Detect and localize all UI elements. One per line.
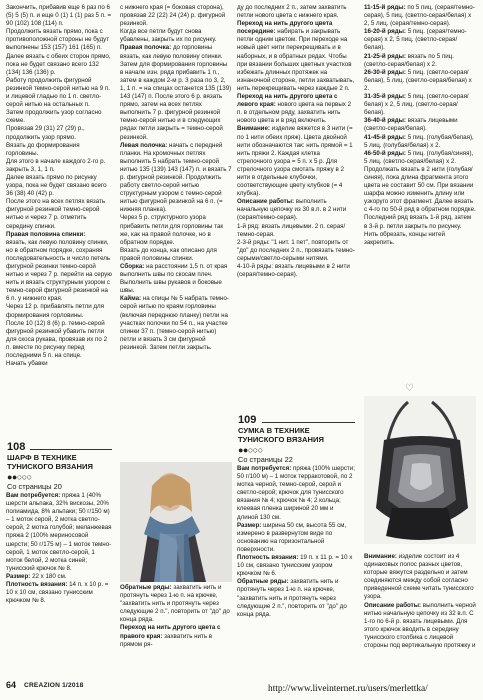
paragraph: 1-й ряд: вязать лицевыми. 2 п. серая/темно-серая. <box>237 222 346 238</box>
paragraph: до горловины вязать, как левую половину спинки. Затем для формирования горловины в начале изн. ряда прибавить 1 п., затем в каждом 2-м р. 3 раза по 3, 2, 1, 1 п. = на спицах останется 135 (139) 143 (147) п. После этого 6 р. вязать прямо, затем на всех петлях выполнить 7 р. фигурной резинкой темно-серой нитью и в следующих рядах петли закрыть = темно-серой резинкой. <box>120 44 232 141</box>
paragraph: Через 5 р. структурного узора прибавить петли для горловины так же, как на правой полочке, но в обратном порядке. <box>120 214 224 246</box>
row-instruction: 46-50-й ряды: 5 пиц. (голубая/синяя), 5 лиц. (светло-серая/белая) х 2. <box>364 149 474 165</box>
paragraph: Провязав 29 (31) 27 (29) р., продолжить узор прямо. <box>6 125 85 141</box>
paragraph: начать с передней планки. На кромочных петлях выполнить 5 набрать темно-серой нитью 135 (139) 143 (147) п. и вязать 7 р. фигурной резинкой. Продолжить работу светло-серой нитью структурным узором с темно-серой нитью фигурной резинкой на 6 п. (= нижняя планка). <box>120 141 232 214</box>
section-heading: Переход на нить другого цвета с левого края: <box>237 93 338 109</box>
row-instruction: 36-40-й ряды: вязать лицевыми (светло-серая/белая). <box>364 117 458 133</box>
row-instruction: 31-35-й ряды: 5 пиц. (светло-серая/белая) х 2, 5 лиц. (светло-серая/белая). <box>364 93 469 117</box>
paragraph: набирать и закрывать петли одним цветом. При переходе на новый цвет нити перекрещивать и в наборных, и в обратных рядах. Чтобы при вязании больших цветных участков избежать длинных протяжек на изнаночной стороне, петли захватывать, нить перекрещивать через каждые 2 п. <box>237 28 355 92</box>
text-column-2 <box>120 4 232 460</box>
page-reference: Со страницы 20 <box>7 482 62 491</box>
row-instruction: 41-45-й ряды: 5 пиц. (голубая/белая), 5 лиц. (голубая/белая) х 2. <box>364 133 474 149</box>
paragraph: выполнить начальную цепочку из 30 в.п. в 2 нити (серая/темно-серая). <box>237 198 347 222</box>
paragraph: изделие вяжется в 3 нити (= по 1 нити обеих пряж). Цвета двойной нити обозначаются так: нить прямой = 1 нить пряжи 2. Каждая клетка стрелочного узора = 5 п. х 5 р. Для стрелочного узора смотать пряжу в 2 нити в отдельные клубочки, соответствующие цвету клубков (= 4 клубка). <box>237 125 353 198</box>
heart-icon: ♡ <box>405 383 414 394</box>
paragraph: После этого на всех петлях вязать фигурной резинкой темно-серой нитью и через 7 р. отметить середину спинки. <box>6 198 106 230</box>
paragraph: с нижнего края (= боковая сторона), провязав 22 (22) 24 (24) р. фигурной резинкой. <box>120 4 226 28</box>
bag-photo <box>364 396 476 544</box>
scarf-photo <box>120 462 232 582</box>
section-heading: Описание работы: <box>237 198 295 206</box>
article-title: СУМКА В ТЕХНИКЕ ТУНИСКОГО ВЯЗАНИЯ <box>238 426 324 445</box>
paragraph: Начать убавки <box>6 360 48 368</box>
row-instruction: 11-15-й ряды: по 5 пиц. (серая/темно-серая), 5 пиц. (светло-серая/белая) х 2, 5 лиц. (серая/темно-серая). <box>364 4 475 28</box>
paragraph: ду до последних 2 п., затем захватить петли нового цвета с нижнего края. <box>237 4 347 20</box>
section-heading: Правая половина спинки: <box>6 230 86 238</box>
paragraph: После 10 (12) 8 (6) р. темно-серой фигурной резинкой убавить петли для скоса рукава, провязав их по 2 п. вместе по рисунку перед последними 5 п. на спице. <box>6 319 108 360</box>
paragraph: 2-3-й ряды: "1 нит. 1 пет", повторить от "до" до последних 2 п., провязать темно-серыми/светло-серыми нитями. <box>237 238 355 262</box>
paragraph: Далее вязать прямо по рисунку узора, пока не будет связано всего 36 (38) 40 (42) р. <box>6 173 107 198</box>
article-title: ШАРФ В ТЕХНИКЕ ТУНИСКОГО ВЯЗАНИЯ <box>7 453 93 472</box>
paragraph: Закончить, прибавив еще 6 раз по 6 (5) 5 (5) п. и еще 0 (1) 1 (1) раз 5 п. = 90 (102) 108 (114) п. <box>6 4 112 28</box>
article-108-materials: Вам потребуется: пряжа 1 (40% шерсти альпака, 32% вискозы, 20% полиамида, 8% альпаки; 50 г/150 м) – 1 моток серой, 2 мотка светло-серой, 2 мотка голубой; меланжевая пряжа 2 (100% мериносовой шерсти; 50 г/175 м) – 1 моток темно-серой, 1 моток светло-серой, 1 моток белой, 2 мотка синей; тунисский крючок № 8. Размер: 22 х 180 см. Плотность вязания: 14 п. х 10 р. = 10 х 10 см, связано тунисским крючком № 8. <box>6 492 112 605</box>
paragraph: Продолжить вязать прямо, пока с противоположной стороны не будут выполнены 153 (157) 161 (165) п. <box>6 28 110 52</box>
paragraph: Работу продолжить фигурной резинкой темно-серой нитью на 9 п. и лицевой гладью по 1 п. светло-серой нитью на остальных п. <box>6 76 110 109</box>
section-heading: Сборка: <box>120 263 145 270</box>
paragraph: Когда все петли будут снова убавлены, закрыть их по рисунку. <box>120 28 217 44</box>
row-instruction: 16-20-й ряды: 5 пиц. (серая/темно-серая) х 2, 5 пиц. (светло-серая/белая). <box>364 28 467 52</box>
source-url[interactable]: http://www.liveinternet.ru/users/merlettka/ <box>268 684 428 694</box>
page-reference: Со страницы 22 <box>238 455 293 464</box>
paragraph: Вязать до конца, как описано для правой половины спинки. <box>120 246 217 262</box>
article-number: 109 <box>238 414 257 426</box>
section-heading: Переход на нить другого цвета посередине: <box>237 20 333 36</box>
section-heading: Кайма: <box>120 295 142 303</box>
paragraph: Продолжать вязать в 2 нити (голубая/синяя), пока длина фрагмента этого цвета не составит 50 см. При вязании шарфа можно изменить длину или узкоруго этот фрагмент. Далее вязать с 4-го по 50-й ряд в обратном порядке. Последний ряд вязать 1-й ряд, затем в 3-й р. петли закрыть по рисунку. Нить обрезать, концы нитей закрепить. <box>364 165 476 246</box>
paragraph: нового цвета на первых 2 п. в отдельном ряду, захватить нить нового цвета и в ряд включить. <box>237 101 352 125</box>
row-instruction: 26-30-й ряды: 5 пиц. (светло-серая/белая), 5 лиц. (светло-серая/белая) х 2. <box>364 68 472 92</box>
article-108-instructions: Обратные ряды: захватить нить и протянуть через 1-ю п. на крючке, "захватить нить и протянуть через следующие 2 п.", повторить от "до" до конца ряда. Переход на нить другого цвета с правого края: захватить нить в прямом ря- <box>120 584 230 648</box>
difficulty-rating: ●●○○○ <box>238 445 263 455</box>
divider <box>30 449 112 450</box>
paragraph: Далее вязать с обеих сторон прямо, пока не будет связано всего 132 (134) 136 (136) р. <box>6 52 111 76</box>
paragraph: вязать, как левую половину спинки, но в обратном порядке, сохраняя последовательность и число петель фигурной резинки темно-серой нитью и через 7 р. перейти на серую нить и вязать структурным узором с темно-серой фигурной резинкой на 6 п. у нижнего края. <box>6 238 112 303</box>
magazine-name: CREAZION 1/2018 <box>24 682 84 689</box>
difficulty-rating: ●●○○○ <box>7 472 32 482</box>
section-heading: Правая полочка: <box>120 44 172 52</box>
paragraph: Затем продолжить узор согласно схеме. <box>6 109 102 125</box>
section-heading: Левая полочка: <box>120 141 168 149</box>
article-number: 108 <box>7 441 26 453</box>
divider <box>262 422 355 423</box>
article-109-materials: Вам потребуется: пряжа (100% шерсти; 50 г/100 м) – 1 моток терракотовой, по 2 мотка черной, темно-серой, серой и светло-серой; крючок для тунисского вязания № 4; крючок № 4; 2 кольца; клеевая пленка шириной 20 мм и длиной 130 см. Размер: ширина 50 см, высота 55 см, измерено в развернутом виде по основанию на горизонтальной поверхности. Плотность вязания: 19 п. х 11 р. = 10 х 10 см, связано тунисским узором крючком № 6. Обратные ряды: захватить нить и протянуть через 1-ю п. на крючке, "захватить нить и протянуть через следующие 2 п.", повторить от "до" до конца ряда. <box>237 465 355 618</box>
paragraph: 4-10-й ряды: вязать лицевыми в 2 нити (серая/темно-серая). <box>237 263 350 279</box>
paragraph: Для этого в начале каждого 2-го р. закрыть 3, 1, 1 п. <box>6 157 106 173</box>
paragraph: на расстоянии 1,5 п. от края выполнить швы по скосам плеч. Выполнить швы рукавов и боковые швы. <box>120 263 228 295</box>
paragraph: Через 12 р. прибавлять петли для формирования горловины. <box>6 303 104 319</box>
text-column-3 <box>237 4 355 324</box>
text-column-4 <box>364 4 476 396</box>
page-number: 64 <box>6 680 17 690</box>
paragraph: Вязать до формирования горловины. <box>6 141 80 157</box>
section-heading: Внимание: <box>237 125 270 133</box>
row-instruction: 21-25-й ряды: вязать по 5 пиц. (светло-серая/белая) х 2. <box>364 52 454 68</box>
paragraph: на спицы № 5 набрать темно-серой нитью по краям горловины (включая переднюю планку) петли на участках полочки по 54 п., на участке спинки 37 п. (темно-серой нитью) петли и вязать 3 см фигурной резинкой. Затем петли закрыть. <box>120 295 229 351</box>
text-column-1 <box>6 4 112 434</box>
article-109-instructions: Внимание: изделие состоит из 4 одинаковых полос разных цветов, которые вяжутся раздельно и затем соединяются между собой согласно приведенной схеме читать тунисского узора. Описание работы: выполнить черной нитью начальную цепочку из 32 в.п. С 1-го по 6-й р. вязать лицевыми. Для этого крючок вводить в середину тунисского столбика с лицевой стороны под вертикальную протяжку и <box>364 553 476 650</box>
